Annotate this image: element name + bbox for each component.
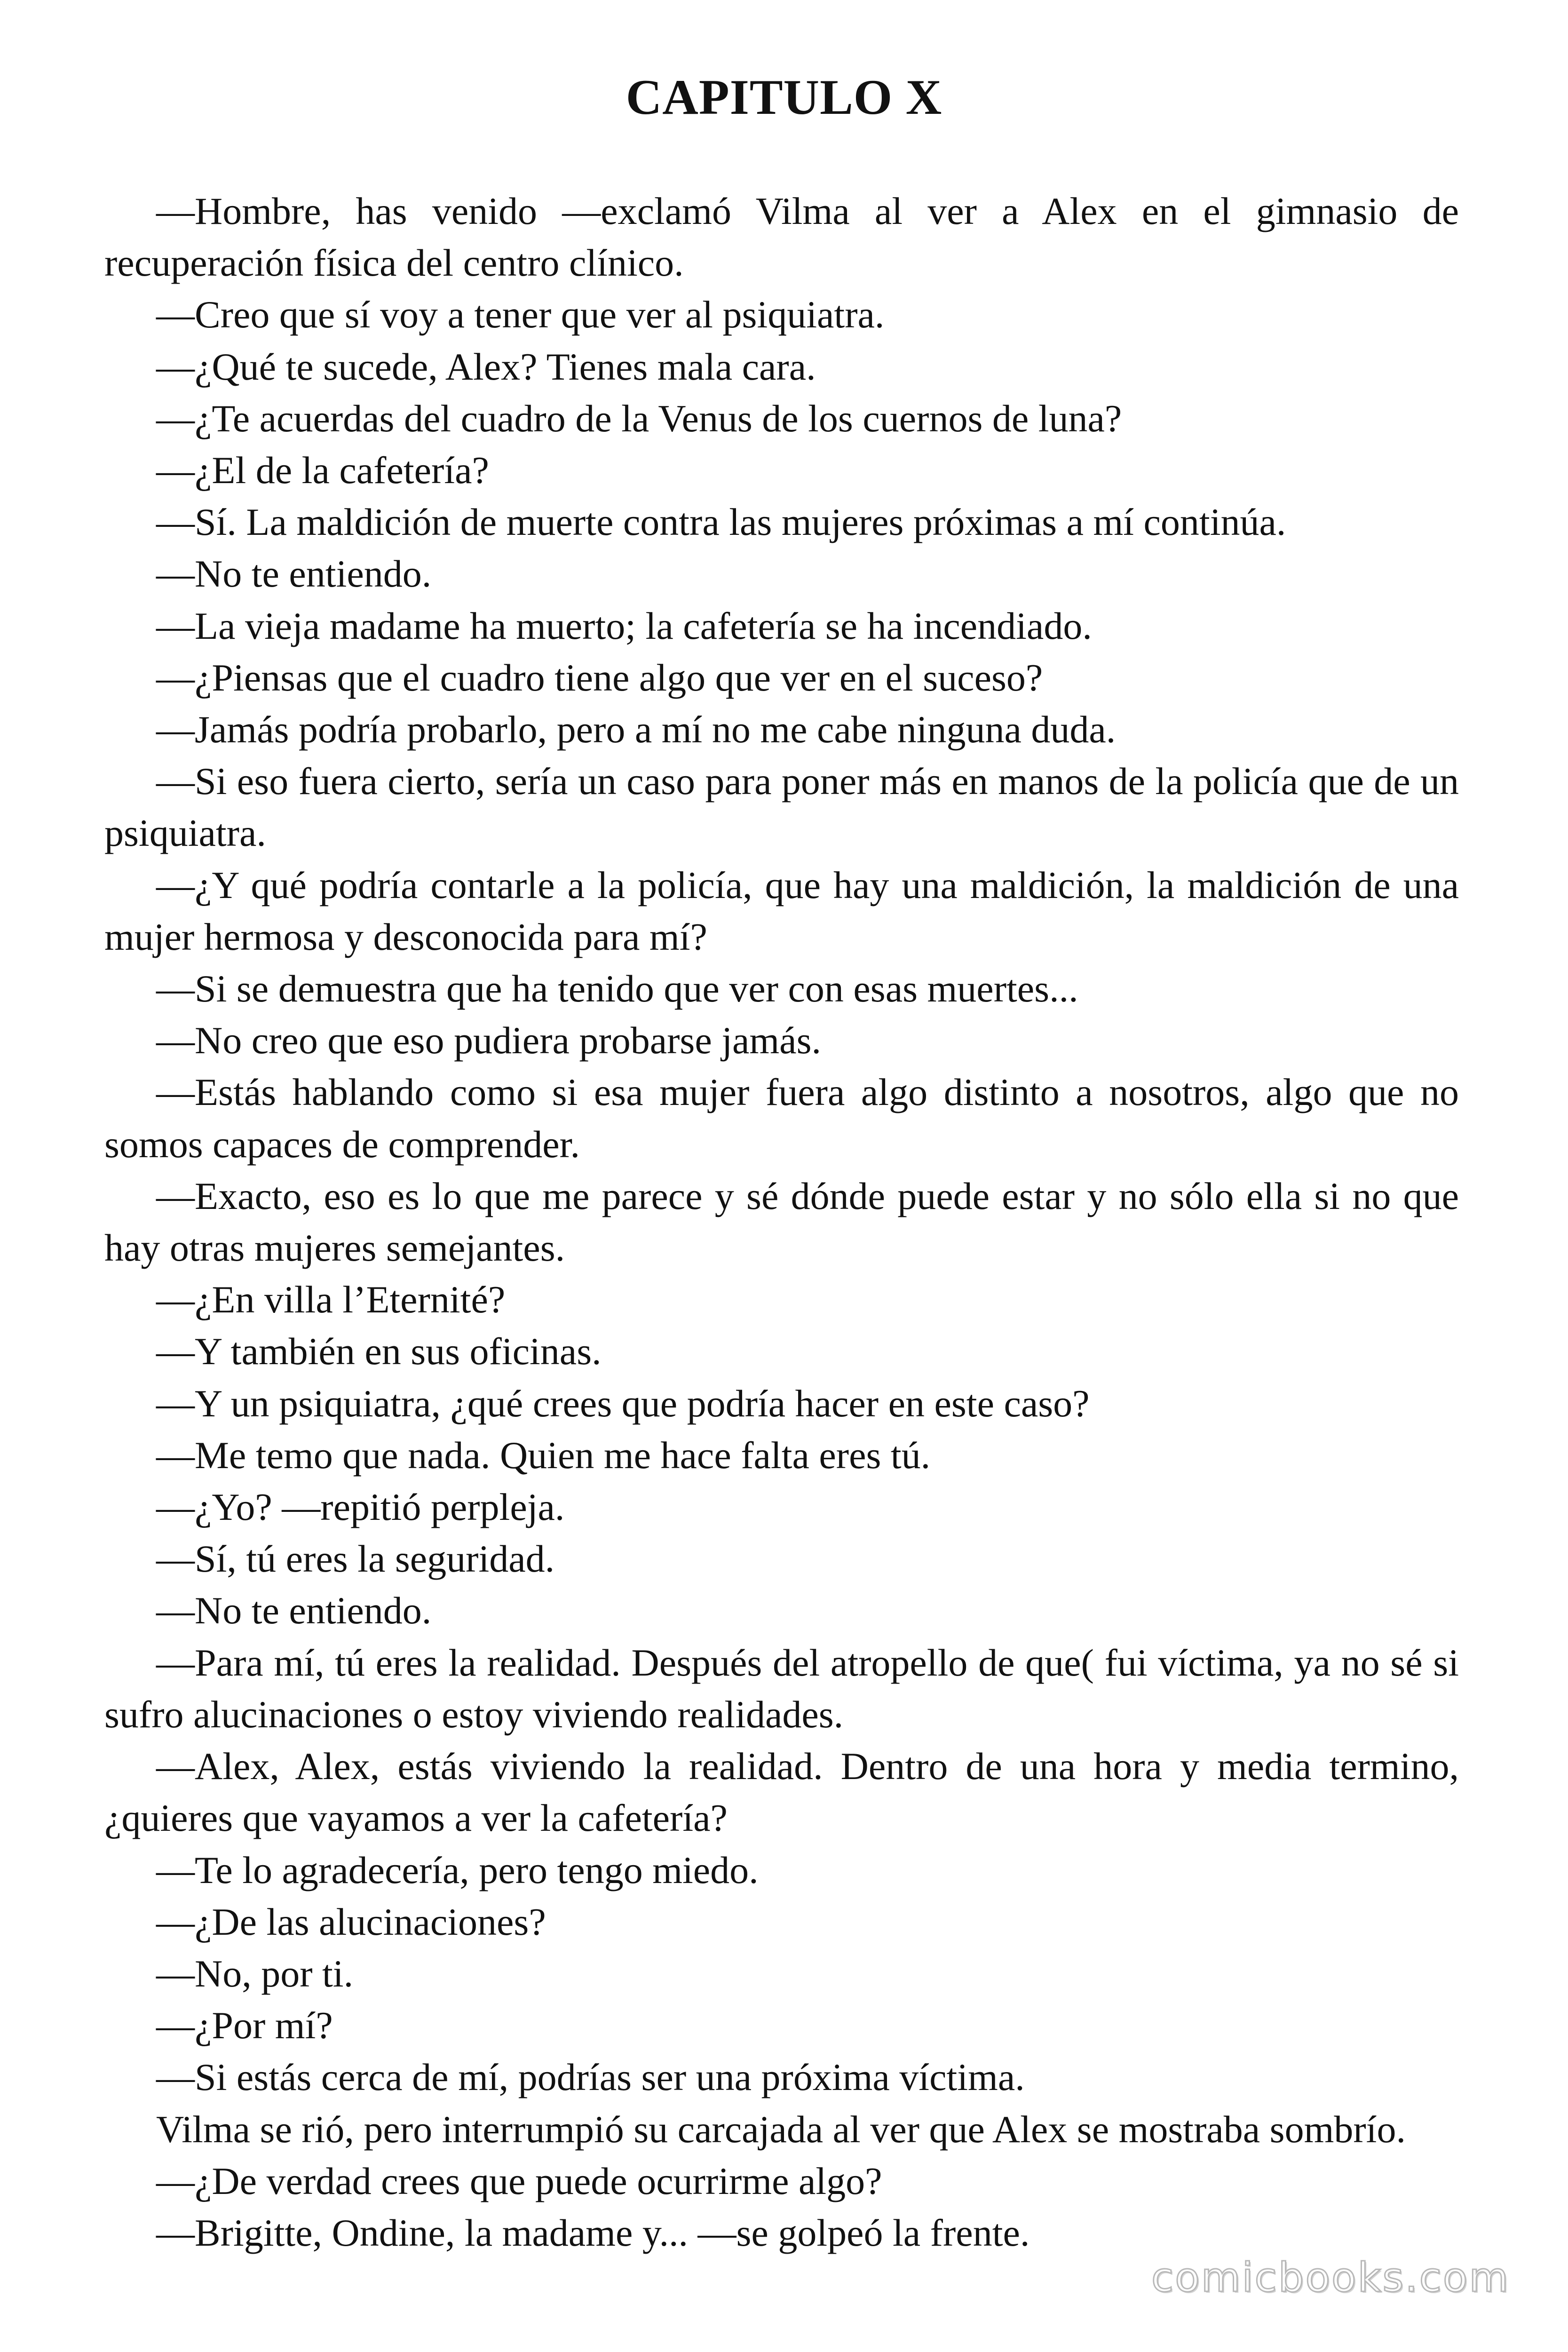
paragraph: —Para mí, tú eres la realidad. Después del atropello de que( fui víctima, ya no sé si sufro alucinaciones o estoy viviendo realidades. bbox=[104, 1641, 1459, 1736]
paragraph: —Y también en sus oficinas. bbox=[156, 1330, 602, 1373]
paragraph: —No creo que eso pudiera probarse jamás. bbox=[156, 1019, 821, 1062]
paragraph: —Y un psiquiatra, ¿qué crees que podría hacer en este caso? bbox=[156, 1382, 1090, 1425]
watermark-logo: comicbooks.com bbox=[1151, 2254, 1510, 2301]
paragraph: —¿Yo? —repitió perpleja. bbox=[156, 1486, 565, 1529]
paragraph: Vilma se rió, pero interrumpió su carcajada al ver que Alex se mostraba sombrío. bbox=[156, 2107, 1406, 2151]
paragraph: —La vieja madame ha muerto; la cafetería se ha incendiado. bbox=[156, 604, 1092, 647]
paragraph: —¿Y qué podría contarle a la policía, que hay una maldición, la maldición de una mujer hermosa y desconocida para mí? bbox=[104, 863, 1459, 958]
paragraph: —Si estás cerca de mí, podrías ser una próxima víctima. bbox=[156, 2056, 1025, 2099]
paragraph: —¿De las alucinaciones? bbox=[156, 1900, 546, 1943]
paragraph: —Creo que sí voy a tener que ver al psiquiatra. bbox=[156, 293, 885, 336]
paragraph: —¿Te acuerdas del cuadro de la Venus de los cuernos de luna? bbox=[156, 397, 1122, 440]
paragraph: —¿En villa l’Eternité? bbox=[156, 1278, 506, 1321]
paragraph: —Alex, Alex, estás viviendo la realidad. Dentro de una hora y media termino, ¿quieres que vayamos a ver la cafetería? bbox=[104, 1745, 1459, 1840]
paragraph: —¿Por mí? bbox=[156, 2004, 333, 2047]
paragraph: —Sí, tú eres la seguridad. bbox=[156, 1537, 555, 1581]
paragraph: —Hombre, has venido —exclamó Vilma al ver a Alex en el gimnasio de recuperación física del centro clínico. bbox=[104, 190, 1459, 285]
paragraph: —¿Piensas que el cuadro tiene algo que ver en el suceso? bbox=[156, 656, 1043, 699]
paragraph: —Estás hablando como si esa mujer fuera algo distinto a nosotros, algo que no somos capaces de comprender. bbox=[104, 1071, 1459, 1166]
paragraph: —Sí. La maldición de muerte contra las mujeres próximas a mí continúa. bbox=[156, 501, 1286, 544]
chapter-body bbox=[104, 185, 1459, 2259]
paragraph: —No, por ti. bbox=[156, 1952, 354, 1995]
paragraph: —No te entiendo. bbox=[156, 1589, 432, 1632]
paragraph: —Te lo agradecería, pero tengo miedo. bbox=[156, 1848, 759, 1891]
paragraph: —¿El de la cafetería? bbox=[156, 449, 489, 492]
paragraph: —No te entiendo. bbox=[156, 552, 432, 596]
paragraph: —Si eso fuera cierto, sería un caso para poner más en manos de la policía que de un psiquiatra. bbox=[104, 760, 1459, 855]
paragraph: —Jamás podría probarlo, pero a mí no me cabe ninguna duda. bbox=[156, 708, 1116, 751]
paragraph: —Me temo que nada. Quien me hace falta eres tú. bbox=[156, 1433, 931, 1477]
paragraph: —Si se demuestra que ha tenido que ver con esas muertes... bbox=[156, 967, 1078, 1010]
paragraph: —Exacto, eso es lo que me parece y sé dónde puede estar y no sólo ella si no que hay otras mujeres semejantes. bbox=[104, 1174, 1459, 1270]
paragraph: —Brigitte, Ondine, la madame y... —se golpeó la frente. bbox=[156, 2211, 1030, 2254]
chapter-title: CAPITULO X bbox=[626, 70, 942, 125]
paragraph: —¿Qué te sucede, Alex? Tienes mala cara. bbox=[156, 345, 816, 388]
paragraph: —¿De verdad crees que puede ocurrirme algo? bbox=[156, 2159, 882, 2202]
